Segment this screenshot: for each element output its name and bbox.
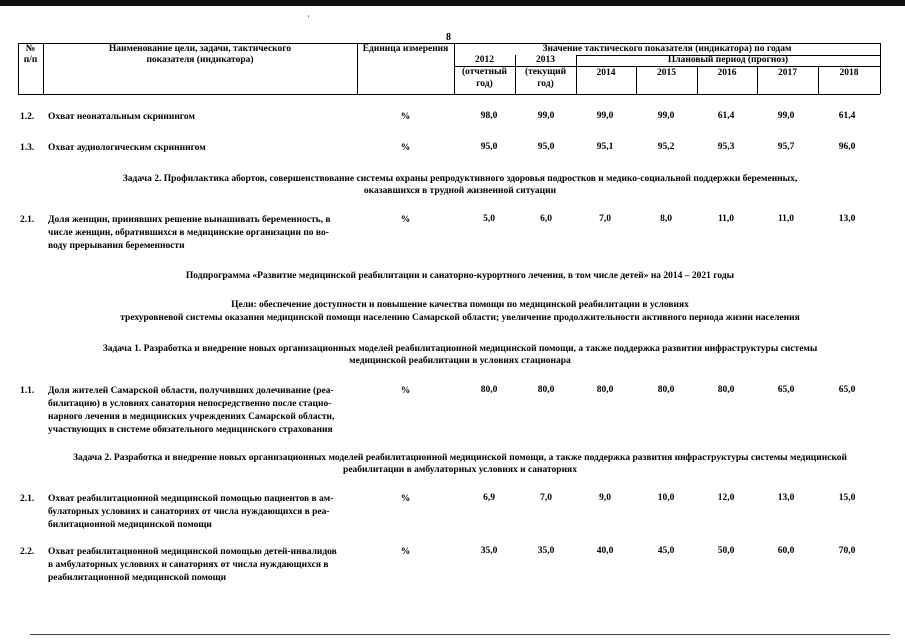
header-name-line1: Наименование цели, задачи, тактического <box>108 44 292 54</box>
row-description: Охват реабилитационной медицинской помощью пациентов в ам- <box>48 494 334 504</box>
row-number: 1.1. <box>20 386 35 396</box>
value-2012: 6,9 <box>483 493 495 503</box>
header-year-2012-sub: год) <box>476 79 493 89</box>
value-2015: 95,2 <box>657 142 675 152</box>
row-number: 2.1. <box>20 215 35 225</box>
section-task-heading: оказавшихся в трудной жизненной ситуации <box>363 186 557 196</box>
row-description: Охват аудиологическим скринингом <box>48 143 206 153</box>
goals-text: трехуровневой системы оказания медицинской помощи населению Самарской области; увеличение продолжительности активного периода жизни населения <box>120 313 800 323</box>
value-2016: 61,4 <box>717 111 735 121</box>
row-number: 2.2. <box>20 547 35 557</box>
value-2017: 65,0 <box>777 385 795 395</box>
header-unit: Единица измерения <box>362 44 449 54</box>
value-2013: 95,0 <box>537 142 555 152</box>
page-number: 8 <box>446 32 451 43</box>
row-description: нарного лечения в медицинских учреждениях Самарской области, <box>48 412 335 422</box>
header-bottom-rule <box>18 94 880 95</box>
row-description: Доля жителей Самарской области, получивших долечивание (реа- <box>48 386 334 396</box>
value-2016: 50,0 <box>717 546 735 556</box>
header-year-2014: 2014 <box>596 68 616 78</box>
value-2017: 60,0 <box>777 546 795 556</box>
section-task-heading: Задача 2. Разработка и внедрение новых организационных моделей реабилитационной медицинской помощи, а также поддержка развития инфраструктуры системы медицинской <box>72 453 848 463</box>
bottom-rule <box>30 634 890 635</box>
header-year-2012: 2012 <box>475 55 494 65</box>
header-year-2012-sub: (отчетный <box>461 67 508 77</box>
value-2016: 11,0 <box>717 214 735 224</box>
value-2016: 12,0 <box>717 493 735 503</box>
value-2015: 10,0 <box>657 493 675 503</box>
row-description: реабилитационной медицинской помощи <box>48 573 227 583</box>
row-description: булаторных условиях и санаториях от числа нуждающихся в реа- <box>48 507 330 517</box>
value-2018: 96,0 <box>838 142 856 152</box>
row-description: участвующих в системе обязательного медицинского страхования <box>48 425 333 435</box>
header-year-2015: 2015 <box>657 68 676 78</box>
value-2018: 15,0 <box>838 493 856 503</box>
row-number: 2.1. <box>20 494 35 504</box>
row-number: 1.3. <box>20 143 35 153</box>
value-2014: 80,0 <box>596 385 614 395</box>
row-description: в амбулаторных условиях и санаториях от числа нуждающихся в <box>48 560 329 570</box>
section-task-heading: Задача 2. Профилактика абортов, совершенствование системы охраны репродуктивного здоровья подростков и медико-социальной поддержки беременных, <box>122 174 798 184</box>
header-plan-period: Плановый период (прогноз) <box>667 55 789 65</box>
value-2015: 45,0 <box>657 546 675 556</box>
value-2014: 99,0 <box>596 111 614 121</box>
goals-text: Цели: обеспечение доступности и повышение качества помощи по медицинской реабилитации в условиях <box>231 300 689 310</box>
value-2012: 80,0 <box>480 385 498 395</box>
row-description: числе женщин, обратившихся в медицинские организации по во- <box>48 228 329 238</box>
value-2018: 61,4 <box>838 111 856 121</box>
corner-mark: ' <box>308 14 310 23</box>
header-name-line2: показателя (индикатора) <box>146 55 254 65</box>
value-2014: 9,0 <box>599 493 611 503</box>
header-right-edge <box>880 43 881 94</box>
row-description: билитационной медицинской помощи <box>48 520 212 530</box>
row-unit: % <box>400 215 411 225</box>
value-2012: 35,0 <box>480 546 498 556</box>
value-2015: 80,0 <box>657 385 675 395</box>
row-description: билитацию) в условиях санатория непосредственно после стацио- <box>48 399 332 409</box>
row-description: Охват неонатальным скринингом <box>48 112 195 122</box>
value-2014: 95,1 <box>596 142 614 152</box>
row-unit: % <box>400 143 411 153</box>
row-unit: % <box>400 112 411 122</box>
value-2018: 70,0 <box>838 546 856 556</box>
value-2017: 11,0 <box>777 214 795 224</box>
value-2018: 65,0 <box>838 385 856 395</box>
value-2017: 13,0 <box>777 493 795 503</box>
value-2016: 80,0 <box>717 385 735 395</box>
header-year-2016: 2016 <box>717 68 737 78</box>
value-2014: 7,0 <box>599 214 611 224</box>
subprogram-title: Подпрограмма «Развитие медицинской реабилитации и санаторно-курортного лечения, в том числе детей» на 2014 – 2021 годы <box>185 271 735 281</box>
row-unit: % <box>400 547 411 557</box>
value-2015: 99,0 <box>657 111 675 121</box>
row-unit: % <box>400 494 411 504</box>
section-task-heading: реабилитации в амбулаторных условиях и санаториях <box>343 465 577 475</box>
header-number-sub: п/п <box>23 55 38 65</box>
value-2014: 40,0 <box>596 546 614 556</box>
row-description: Доля женщин, принявших решение вынашивать беременность, в <box>48 215 331 225</box>
value-2012: 5,0 <box>483 214 495 224</box>
value-2012: 98,0 <box>480 111 498 121</box>
value-2013: 7,0 <box>540 493 552 503</box>
value-2012: 95,0 <box>480 142 498 152</box>
value-2013: 80,0 <box>537 385 555 395</box>
header-number: № <box>25 44 36 54</box>
row-number: 1.2. <box>20 112 35 122</box>
header-year-2013: 2013 <box>536 55 555 65</box>
value-2015: 8,0 <box>660 214 672 224</box>
header-year-2018: 2018 <box>839 68 859 78</box>
header-values: Значение тактического показателя (индикатора) по годам <box>542 44 792 54</box>
section-task-heading: медицинской реабилитации в условиях стационара <box>349 356 571 366</box>
header-year-2017: 2017 <box>778 68 797 78</box>
value-2013: 35,0 <box>537 546 555 556</box>
row-description: воду прерывания беременности <box>48 241 185 251</box>
value-2016: 95,3 <box>717 142 735 152</box>
value-2017: 99,0 <box>777 111 795 121</box>
value-2017: 95,7 <box>777 142 795 152</box>
header-year-2013-sub: (текущий <box>524 67 567 77</box>
header-year-2013-sub: год) <box>537 79 554 89</box>
top-border-bar <box>0 0 905 6</box>
value-2018: 13,0 <box>838 214 856 224</box>
row-unit: % <box>400 386 411 396</box>
section-task-heading: Задача 1. Разработка и внедрение новых организационных моделей реабилитационной медицинской помощи, а также поддержка развития инфраструктуры системы <box>102 344 818 354</box>
value-2013: 6,0 <box>540 214 552 224</box>
value-2013: 99,0 <box>537 111 555 121</box>
row-description: Охват реабилитационной медицинской помощью детей-инвалидов <box>48 547 337 557</box>
